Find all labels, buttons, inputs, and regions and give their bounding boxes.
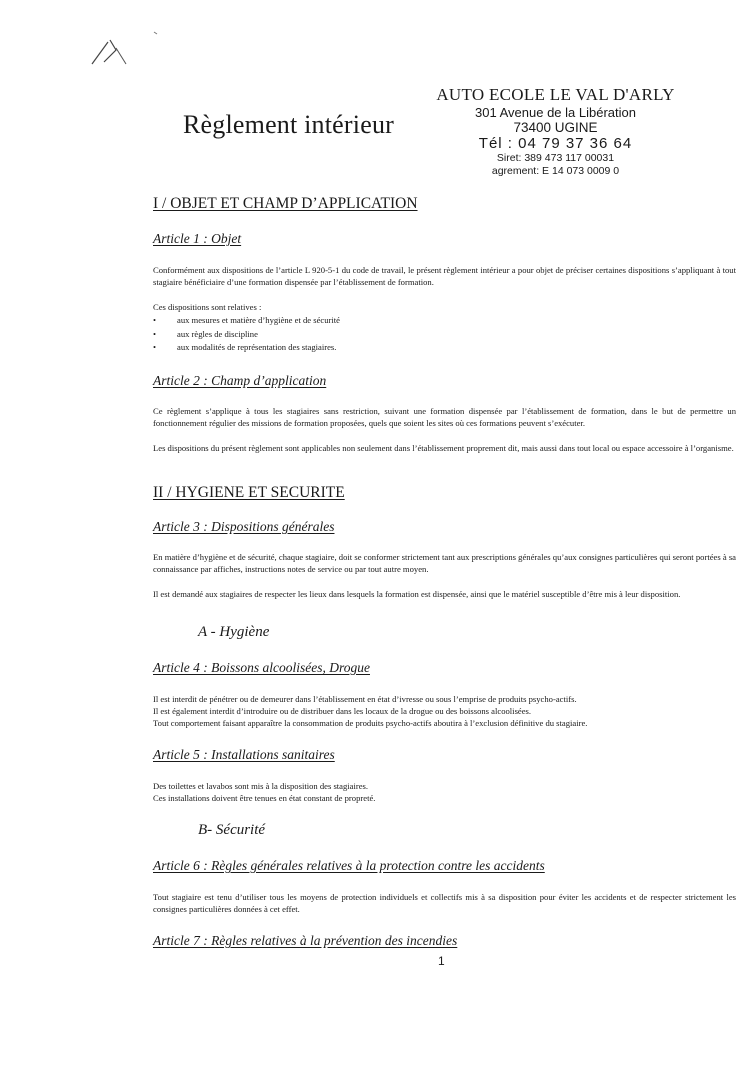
school-address: 301 Avenue de la Libération	[475, 105, 636, 120]
paragraph: Ces dispositions sont relatives :	[153, 302, 262, 312]
school-name: AUTO ECOLE LE VAL D'ARLY	[436, 85, 675, 104]
school-agrement: agrement: E 14 073 0009 0	[491, 165, 620, 177]
letterhead	[428, 86, 683, 178]
text-line: Il est également interdit d’introduire ou de distribuer dans les locaux de la drogue ou des boissons alcoolisées.	[153, 706, 532, 716]
article-heading: Article 5 : Installations sanitaires	[153, 747, 335, 762]
paragraph: Tout stagiaire est tenu d’utiliser tous les moyens de protection individuels et collectifs mis à sa disposition pour éviter les accidents et de respecter strictement les consignes particulières données à cet effet.	[153, 892, 736, 914]
article-heading: Article 4 : Boissons alcoolisées, Drogue	[153, 660, 370, 675]
article-heading: Article 2 : Champ d’application	[153, 373, 327, 388]
list-item: • aux mesures et matière d’hygiène et de sécurité	[153, 314, 340, 328]
section-heading: I / OBJET ET CHAMP D’APPLICATION	[153, 195, 418, 212]
text-line: Des toilettes et lavabos sont mis à la disposition des stagiaires.	[153, 781, 369, 791]
subsection-heading: B- Sécurité	[198, 822, 266, 838]
page-title: Règlement intérieur	[183, 110, 395, 139]
article-heading: Article 7 : Règles relatives à la prévention des incendies	[153, 933, 458, 948]
section-heading: II / HYGIENE ET SECURITE	[153, 484, 345, 501]
paragraph: En matière d’hygiène et de sécurité, chaque stagiaire, doit se conformer strictement tant aux prescriptions générales qu’aux consignes particulières qui seront portées à sa connaissance par affiches, instructions notes de service ou par tout autre moyen.	[153, 552, 736, 574]
school-phone: Tél : 04 79 37 36 64	[478, 135, 633, 152]
bullet-glyph: •	[153, 315, 157, 325]
text-line: Il est interdit de pénétrer ou de demeurer dans l’établissement en état d’ivresse ou sous l’emprise de produits psycho-actifs.	[153, 694, 577, 704]
text-line: Tout comportement faisant apparaître la consommation de produits psycho-actifs aboutira à l’exclusion définitive du stagiaire.	[153, 718, 588, 728]
bullet-glyph: •	[153, 342, 157, 352]
school-city: 73400 UGINE	[513, 120, 598, 135]
paragraph: Conformément aux dispositions de l’article L 920-5-1 du code de travail, le présent règlement intérieur a pour objet de préciser certaines dispositions s’appliquant à tout stagiaire bénéficiaire d’une formation dispensée par l’établissement de formation.	[153, 265, 736, 287]
list-item: • aux règles de discipline	[153, 328, 340, 342]
text-line: Ces installations doivent être tenues en état constant de propreté.	[153, 793, 376, 803]
list-item: • aux modalités de représentation des stagiaires.	[153, 341, 340, 355]
paragraph: Ce règlement s’applique à tous les stagiaires sans restriction, suivant une formation dispensée par l’établissement de formation, dans le but de permettre un fonctionnement régulier des missions de formation proposées, quels que soient les sites où ces formations peuvent s’exécuter.	[153, 406, 736, 428]
paragraph: Il est demandé aux stagiaires de respecter les lieux dans lesquels la formation est dispensée, ainsi que le matériel susceptible d’être mis à leur disposition.	[153, 589, 681, 599]
pen-scribble-mark	[86, 20, 166, 70]
school-siret: Siret: 389 473 117 00031	[496, 152, 615, 164]
article-heading: Article 1 : Objet	[153, 231, 242, 246]
article-heading: Article 3 : Dispositions générales	[153, 519, 335, 534]
subsection-heading: A - Hygiène	[198, 624, 270, 640]
bullet-list	[153, 314, 340, 355]
bullet-glyph: •	[153, 328, 157, 339]
page-number: 1	[438, 954, 445, 968]
paragraph: Les dispositions du présent règlement sont applicables non seulement dans l’établissement proprement dit, mais aussi dans tout local ou espace accessoire à l’organisme.	[153, 443, 734, 453]
article-heading: Article 6 : Règles générales relatives à la protection contre les accidents	[153, 858, 545, 873]
